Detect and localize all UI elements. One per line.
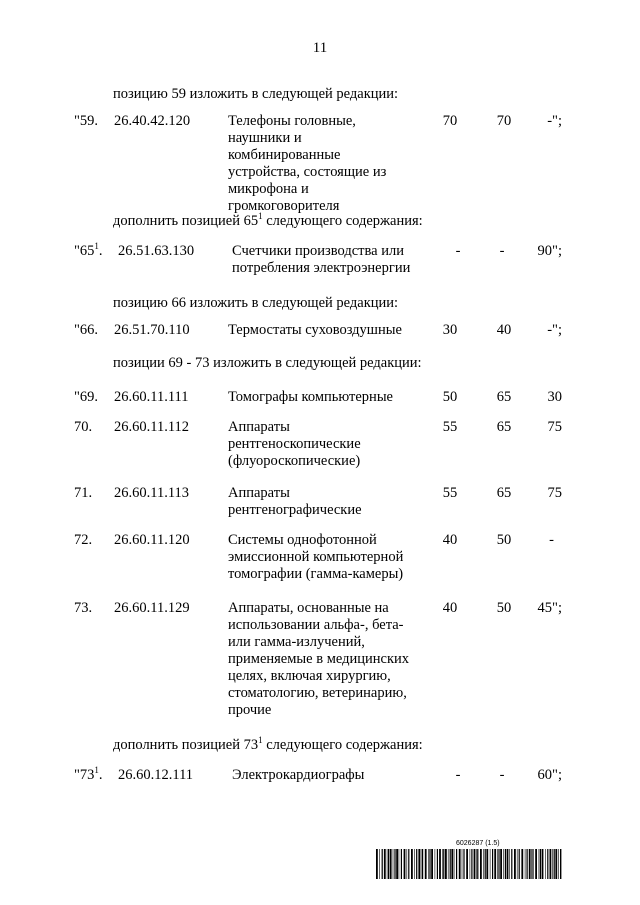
row-name: Счетчики производства или потребления электроэнергии	[232, 243, 411, 276]
row-value-2: 65	[496, 419, 512, 435]
barcode-label: 6026287 (1.5)	[456, 840, 500, 847]
row-value-1: -	[455, 767, 461, 783]
row-value-3: 90";	[537, 243, 562, 259]
row-code: 26.60.11.111	[114, 389, 189, 405]
row-value-2: 50	[496, 532, 512, 548]
intro-59: позицию 59 изложить в следующей редакции:	[113, 86, 399, 102]
row-name: Аппараты рентгеноскопические (флуороскопические)	[228, 419, 361, 469]
row-value-3: -";	[547, 113, 562, 129]
row-value-1: 40	[442, 600, 458, 616]
row-number: "$65^1$.	[74, 241, 103, 259]
row-name: Аппараты, основанные на использовании альфа-, бета- или гамма-излучений, применяемые в медицинских целях, включая хирургию, стоматологию, ветеринарию, прочие	[228, 600, 410, 718]
intro-69-73: позиции 69 - 73 изложить в следующей редакции:	[113, 355, 422, 371]
row-value-3: 75	[547, 485, 562, 501]
row-code: 26.60.11.113	[114, 485, 190, 501]
row-value-3: 60";	[537, 767, 562, 783]
row-code: 26.40.42.120	[114, 113, 191, 129]
row-value-3: -	[549, 532, 554, 548]
row-value-2: 65	[496, 485, 512, 501]
row-value-2: 40	[496, 322, 512, 338]
row-name: Системы однофотонной эмиссионной компьютерной томографии (гамма-камеры)	[228, 532, 404, 582]
row-number: "$73^1$.	[74, 765, 103, 783]
row-value-3: 75	[547, 419, 562, 435]
row-value-3: 30	[547, 389, 562, 405]
row-value-1: 70	[442, 113, 458, 129]
row-value-2: 50	[496, 600, 512, 616]
barcode	[376, 849, 562, 879]
row-number: 71.	[74, 485, 93, 501]
row-number: "66.	[74, 322, 99, 338]
row-code: 26.51.63.130	[118, 243, 195, 259]
row-value-1: -	[455, 243, 461, 259]
row-value-2: 65	[496, 389, 512, 405]
row-code: 26.60.11.129	[114, 600, 190, 616]
row-value-1: 40	[442, 532, 458, 548]
row-code: 26.60.11.120	[114, 532, 190, 548]
page-number: 11	[312, 40, 328, 56]
intro-66: позицию 66 изложить в следующей редакции:	[113, 295, 399, 311]
row-name: Термостаты суховоздушные	[228, 322, 402, 338]
row-value-2: -	[499, 243, 505, 259]
row-value-3: -";	[547, 322, 562, 338]
row-value-1: 50	[442, 389, 458, 405]
row-number: "59.	[74, 113, 99, 129]
row-value-3: 45";	[537, 600, 562, 616]
row-name: Аппараты рентгенографические	[228, 485, 362, 518]
row-name: Телефоны головные, наушники и комбинированные устройства, состоящие из микрофона и громкоговорителя	[228, 113, 387, 214]
row-code: 26.60.11.112	[114, 419, 190, 435]
row-number: "69.	[74, 389, 99, 405]
intro-73-1: дополнить позицией $73^1$ следующего содержания:	[113, 735, 423, 753]
row-value-2: 70	[496, 113, 512, 129]
row-value-1: 30	[442, 322, 458, 338]
row-code: 26.60.12.111	[118, 767, 194, 783]
row-value-1: 55	[442, 485, 458, 501]
row-code: 26.51.70.110	[114, 322, 190, 338]
row-name: Томографы компьютерные	[228, 389, 393, 405]
row-value-1: 55	[442, 419, 458, 435]
row-value-2: -	[499, 767, 505, 783]
intro-65-1: дополнить позицией $65^1$ следующего содержания:	[113, 211, 423, 229]
row-number: 73.	[74, 600, 93, 616]
row-number: 72.	[74, 532, 93, 548]
row-name: Электрокардиографы	[232, 767, 365, 783]
row-number: 70.	[74, 419, 93, 435]
